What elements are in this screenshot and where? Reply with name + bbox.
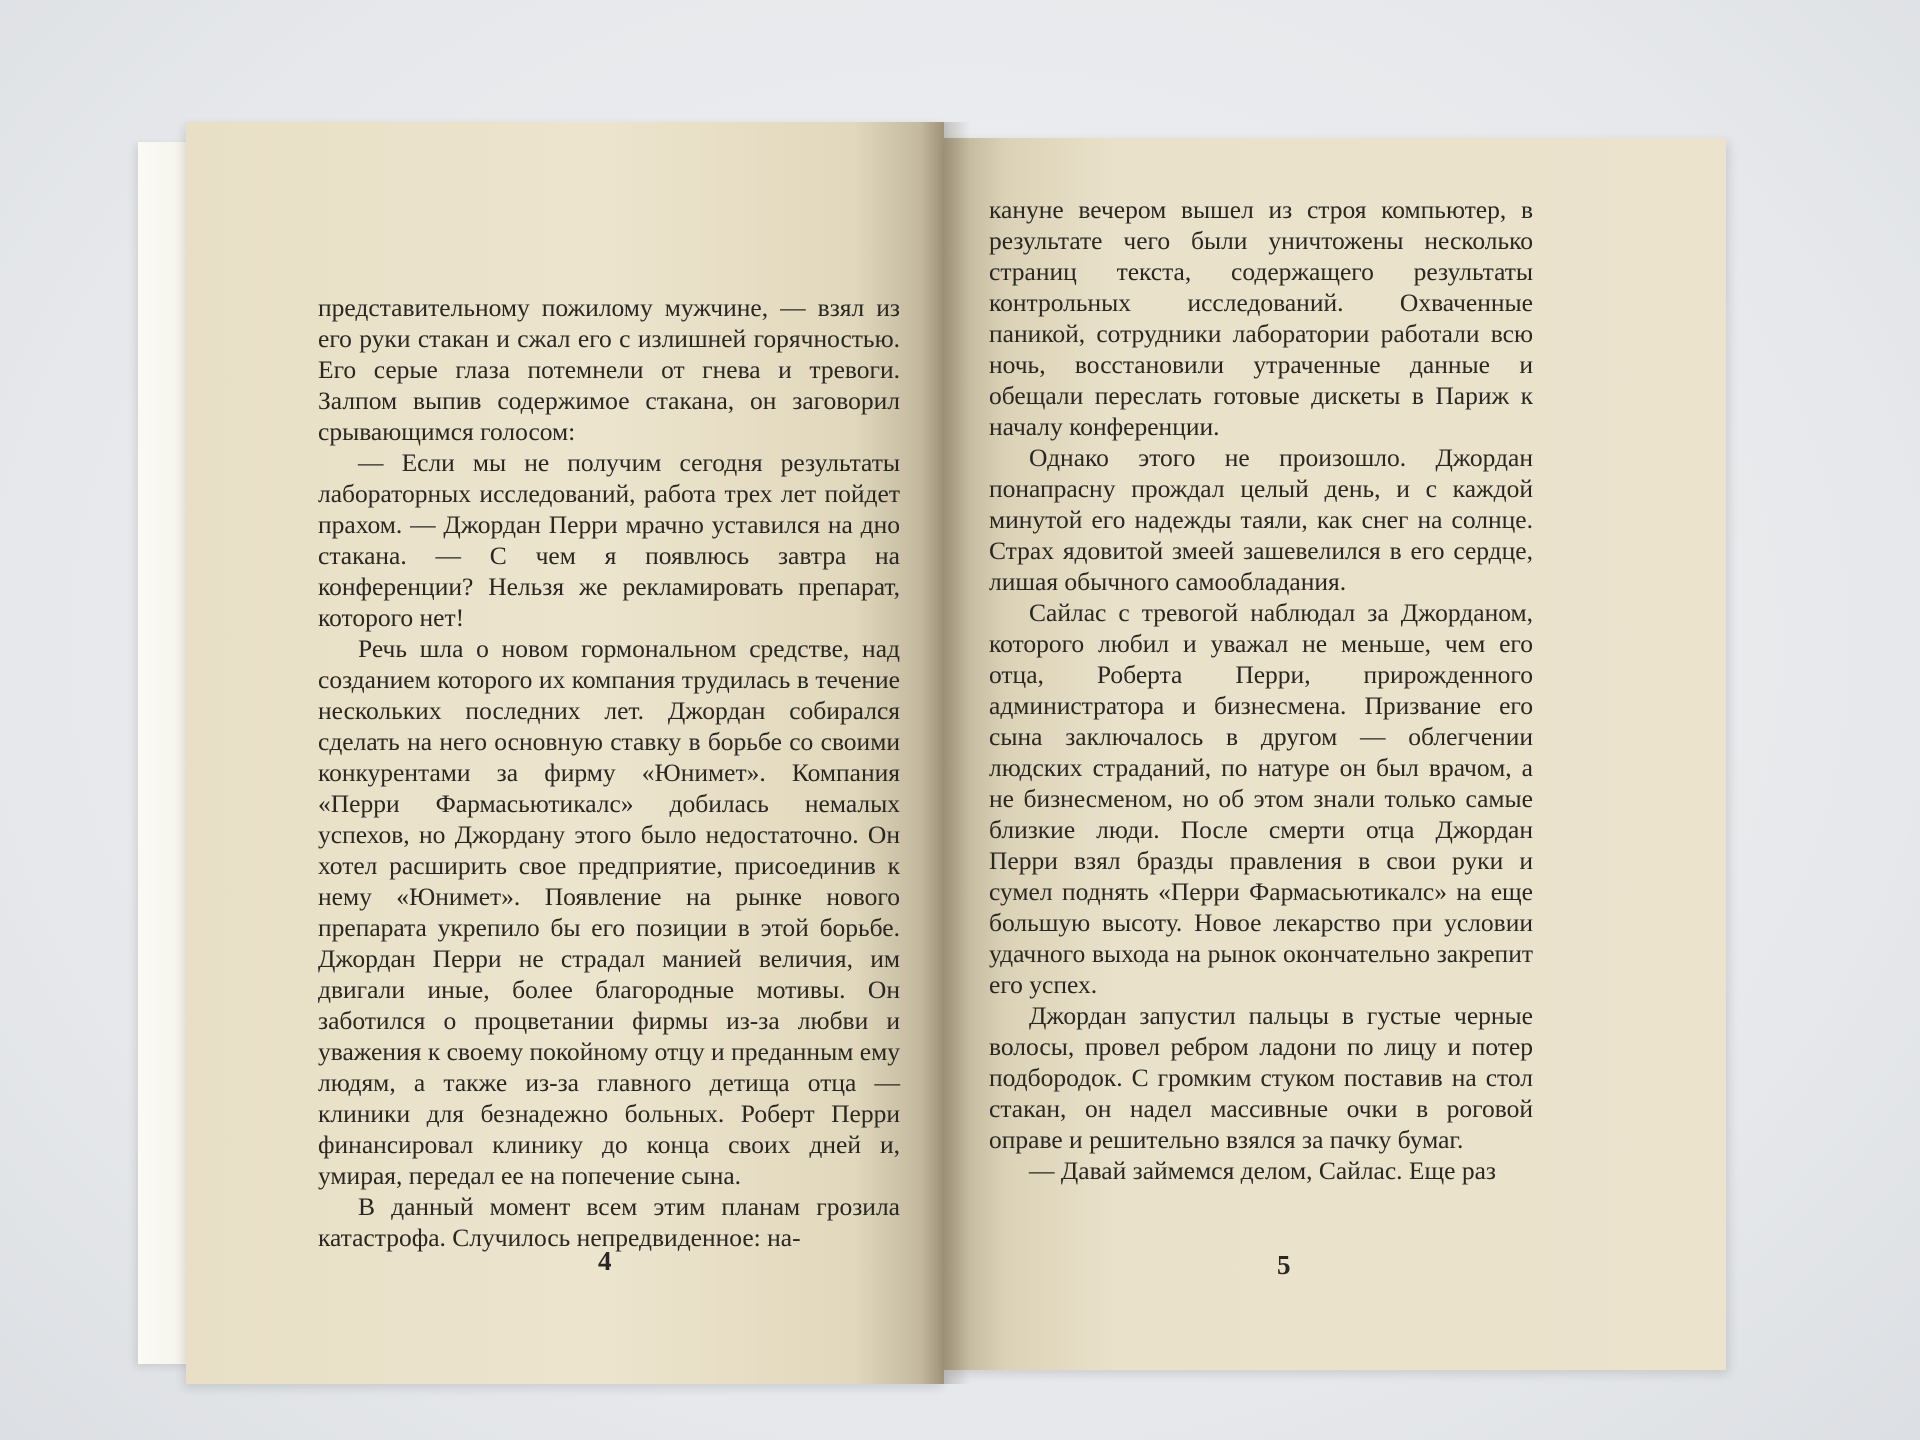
paragraph: Джордан запустил пальцы в густые черные волосы, провел ребром ладони по лицу и потер подбородок. С громким стуком поставив на стол стакан, он надел массивные очки в роговой оправе и решительно взялся за пачку бумаг.	[989, 1001, 1533, 1154]
paragraph: — Если мы не получим сегодня результаты лабораторных исследований, работа трех лет пойдет прахом. — Джордан Перри мрачно уставился на дно стакана. — С чем я появлюсь завтра на конференции? Нельзя же рекламировать препарат, которого нет!	[318, 448, 900, 632]
left-page-text	[318, 292, 900, 1253]
page-number: 4	[598, 1246, 612, 1276]
paragraph: Однако этого не произошло. Джордан понапрасну прождал целый день, и с каждой минутой его надежды таяли, как снег на солнце. Страх ядовитой змеей зашевелился в его сердце, лишая обычного самообладания.	[989, 443, 1533, 596]
paragraph: Речь шла о новом гормональном средстве, над созданием которого их компания трудилась в течение нескольких последних лет. Джордан собирался сделать на него основную ставку в борьбе со своими конкурентами за фирму «Юнимет». Компания «Перри Фармасьютикалс» добилась немалых успехов, но Джордану этого было недостаточно. Он хотел расширить свое предприятие, присоединив к нему «Юнимет». Появление на рынке нового препарата укрепило бы его позиции в этой борьбе. Джордан Перри не страдал манией величия, им двигали иные, более благородные мотивы. Он заботился о процветании фирмы из-за любви и уважения к своему покойному отцу и преданным ему людям, а также из-за главного детища отца — клиники для безнадежно больных. Роберт Перри финансировал клинику до конца своих дней и, умирая, передал ее на попечение сына.	[318, 634, 900, 1190]
page-number: 5	[1277, 1250, 1291, 1280]
paragraph: представительному пожилому мужчине, — взял из его руки стакан и сжал его с излишней горячностью. Его серые глаза потемнели от гнева и тревоги. Залпом выпив содержимое стакана, он заговорил срывающимся голосом:	[318, 293, 900, 446]
right-page	[944, 138, 1726, 1370]
paragraph: кануне вечером вышел из строя компьютер, в результате чего были уничтожены несколько страниц текста, содержащего результаты контрольных исследований. Охваченные паникой, сотрудники лаборатории работали всю ночь, восстановили утраченные данные и обещали переслать готовые дискеты в Париж к началу конференции.	[989, 195, 1533, 441]
paragraph: Сайлас с тревогой наблюдал за Джорданом, которого любил и уважал не меньше, чем его отца, Роберта Перри, прирожденного администратора и бизнесмена. Призвание его сына заключалось в другом — облегчении людских страданий, по натуре он был врачом, а не бизнесменом, но об этом знали только самые близкие люди. После смерти отца Джордан Перри взял бразды правления в свои руки и сумел поднять «Перри Фармасьютикалс» на еще большую высоту. Новое лекарство при условии удачного выхода на рынок окончательно закрепит его успех.	[989, 598, 1533, 999]
right-page-text	[989, 194, 1533, 1186]
paragraph: — Давай займемся делом, Сайлас. Еще раз	[1029, 1156, 1496, 1185]
left-page	[186, 122, 944, 1384]
paragraph: В данный момент всем этим планам грозила катастрофа. Случилось непредвиденное: на-	[318, 1192, 900, 1252]
